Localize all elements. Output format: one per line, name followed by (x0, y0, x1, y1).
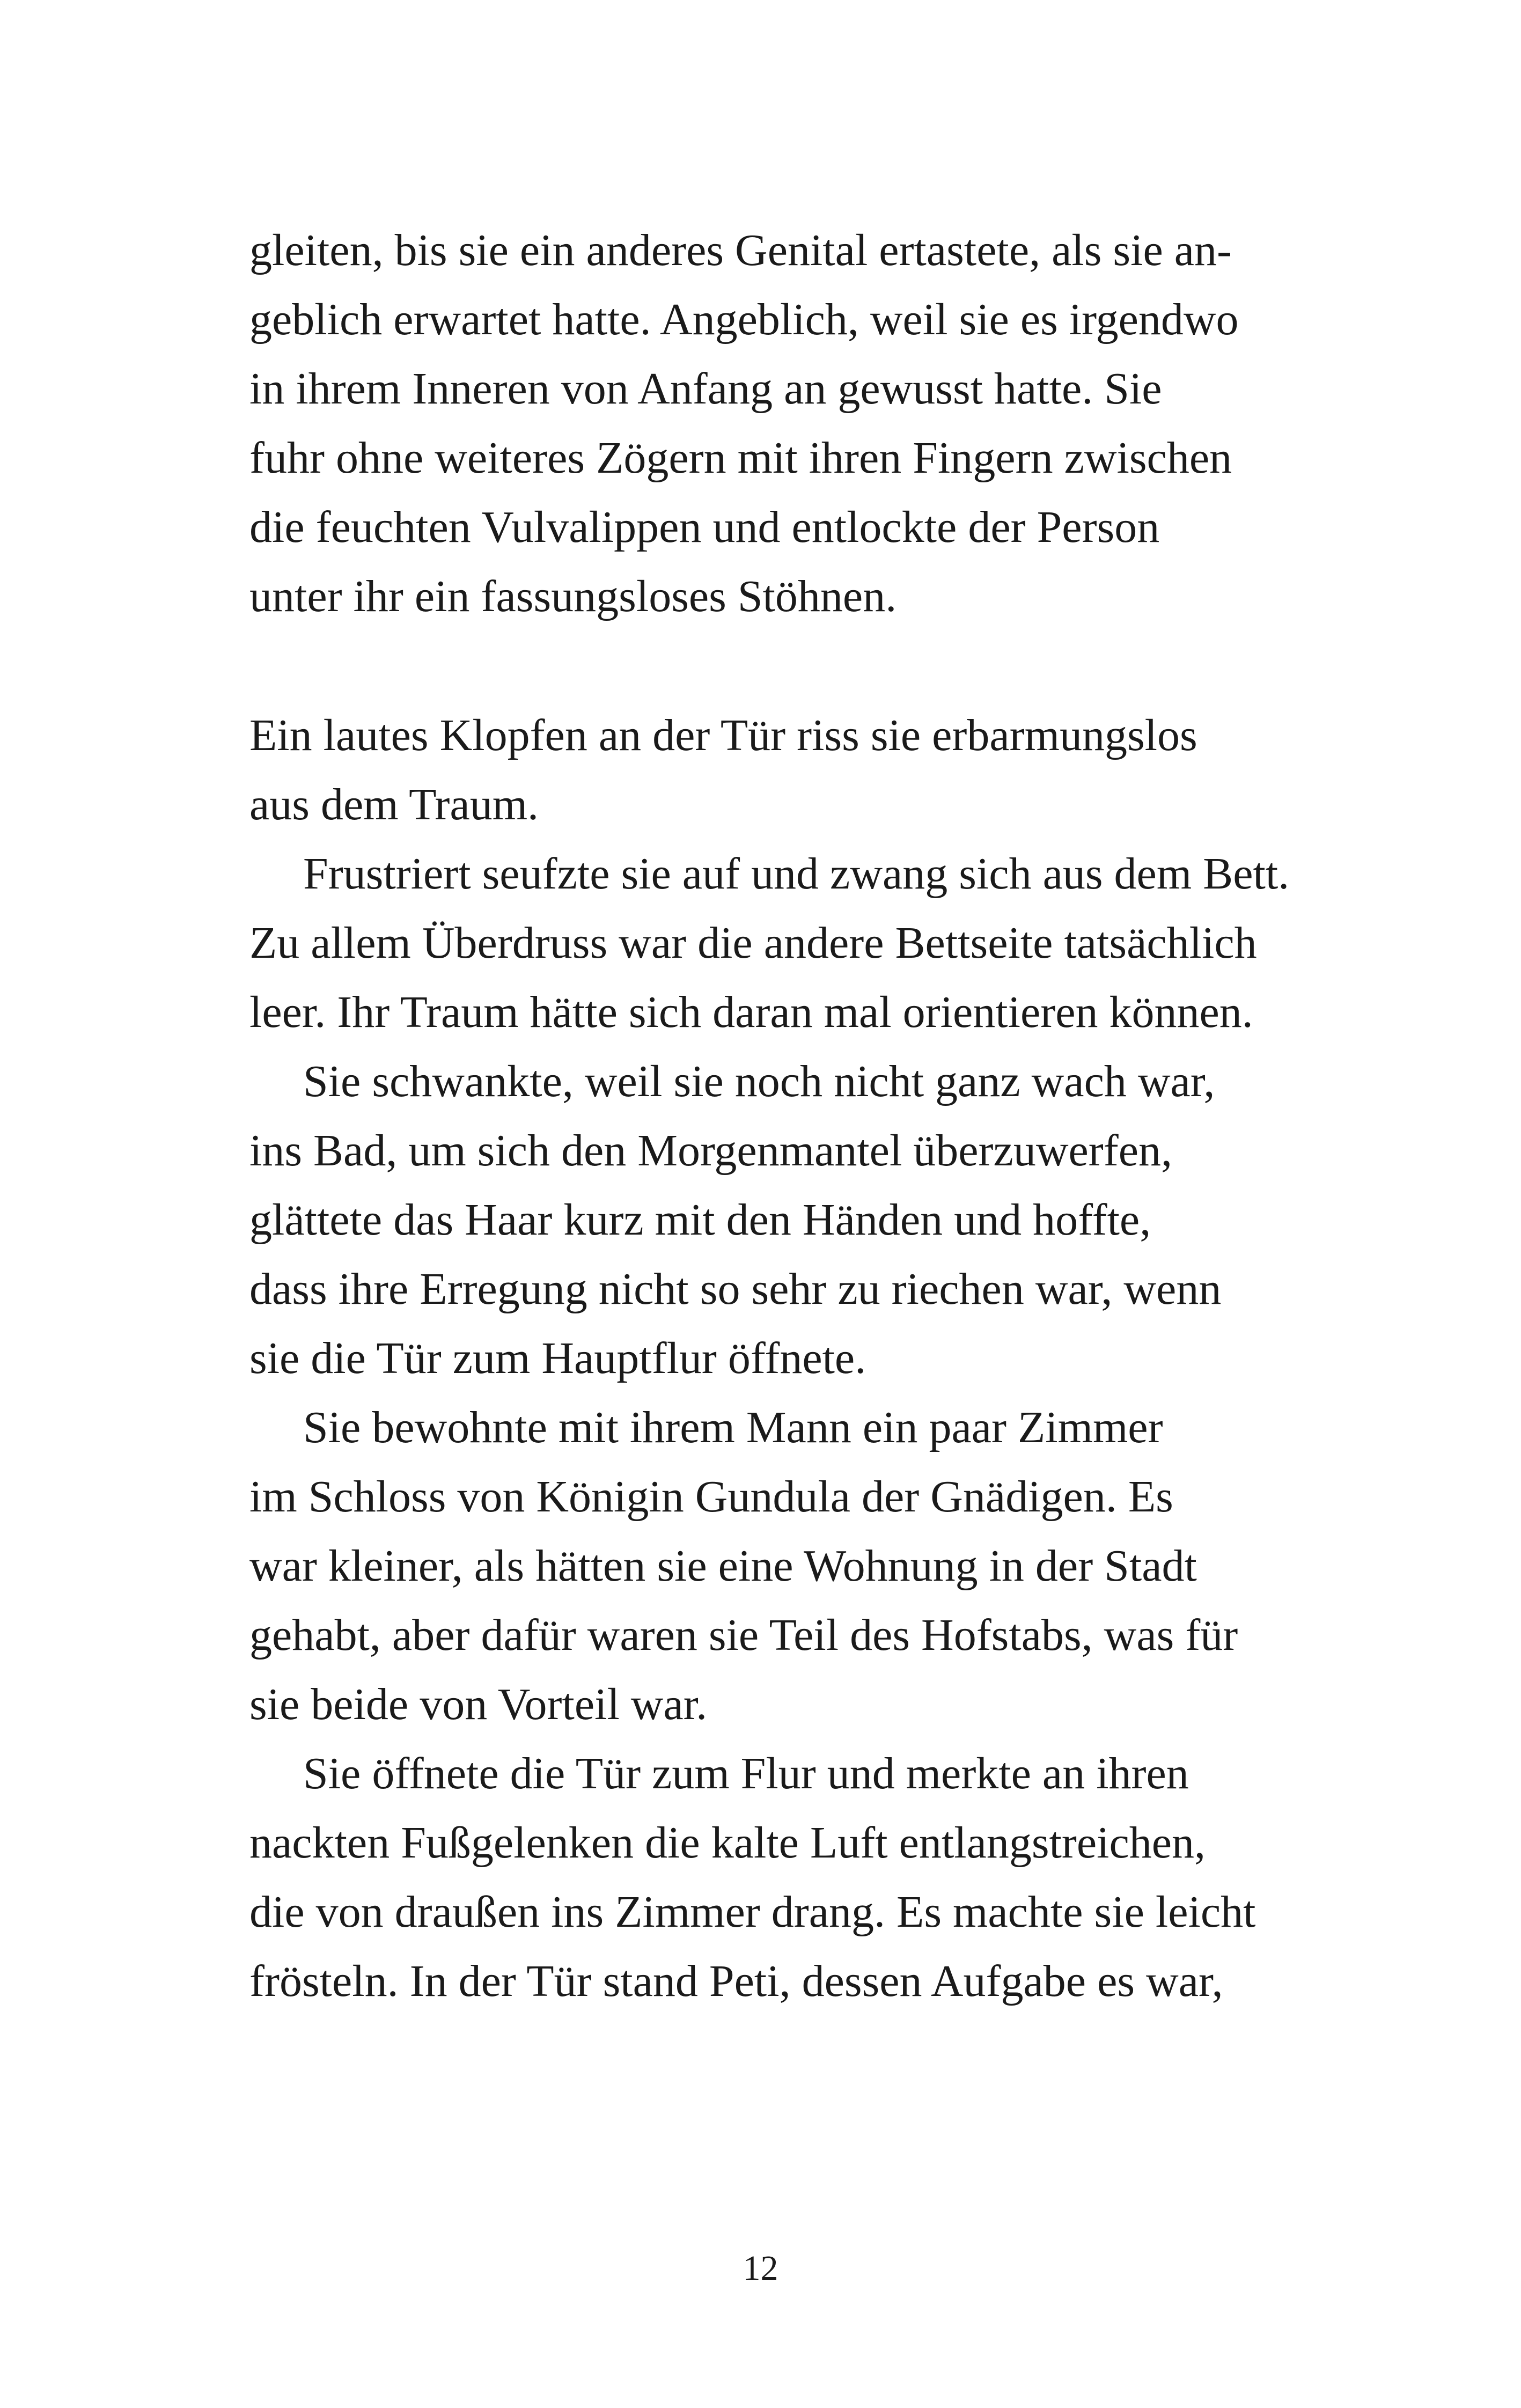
text-line: fuhr ohne weiteres Zögern mit ihren Fingern zwischen (249, 433, 1232, 483)
text-line: Zu allem Überdruss war die andere Bettseite tatsächlich (249, 918, 1257, 968)
text-line: unter ihr ein fassungsloses Stöhnen. (249, 571, 897, 621)
paragraph-start-line: Sie bewohnte mit ihrem Mann ein paar Zimmer (303, 1403, 1163, 1452)
text-line: geblich erwartet hatte. Angeblich, weil sie es irgendwo (249, 295, 1239, 344)
text-line: frösteln. In der Tür stand Peti, dessen Aufgabe es war, (249, 1956, 1223, 2006)
paragraph-start-line: Frustriert seufzte sie auf und zwang sich aus dem Bett. (303, 849, 1290, 899)
text-line: aus dem Traum. (249, 780, 539, 829)
text-line: die feuchten Vulvalippen und entlockte der Person (249, 502, 1160, 552)
text-line: war kleiner, als hätten sie eine Wohnung in der Stadt (249, 1541, 1197, 1591)
text-line: ins Bad, um sich den Morgenmantel überzuwerfen, (249, 1126, 1172, 1176)
paragraph-start-line: Ein lautes Klopfen an der Tür riss sie erbarmungslos (249, 710, 1197, 760)
text-line: nackten Fußgelenken die kalte Luft entlangstreichen, (249, 1818, 1206, 1868)
text-line: in ihrem Inneren von Anfang an gewusst hatte. Sie (249, 364, 1162, 414)
page-number: 12 (743, 2249, 778, 2288)
text-section-2 (249, 701, 1290, 2016)
text-line: gleiten, bis sie ein anderes Genital ertastete, als sie an- (249, 225, 1232, 275)
text-line: dass ihre Erregung nicht so sehr zu riechen war, wenn (249, 1264, 1222, 1314)
text-section-1 (249, 216, 1269, 631)
text-line: die von draußen ins Zimmer drang. Es machte sie leicht (249, 1887, 1256, 1937)
text-line: glättete das Haar kurz mit den Händen und hoffte, (249, 1195, 1151, 1245)
text-line: leer. Ihr Traum hätte sich daran mal orientieren können. (249, 987, 1253, 1037)
paragraph-start-line: Sie öffnete die Tür zum Flur und merkte an ihren (303, 1749, 1189, 1798)
text-line: sie beide von Vorteil war. (249, 1679, 708, 1729)
text-line: sie die Tür zum Hauptflur öffnete. (249, 1333, 866, 1383)
text-line: im Schloss von Königin Gundula der Gnädigen. Es (249, 1472, 1173, 1522)
text-line: gehabt, aber dafür waren sie Teil des Hofstabs, was für (249, 1610, 1238, 1660)
paragraph-start-line: Sie schwankte, weil sie noch nicht ganz wach war, (303, 1056, 1215, 1106)
